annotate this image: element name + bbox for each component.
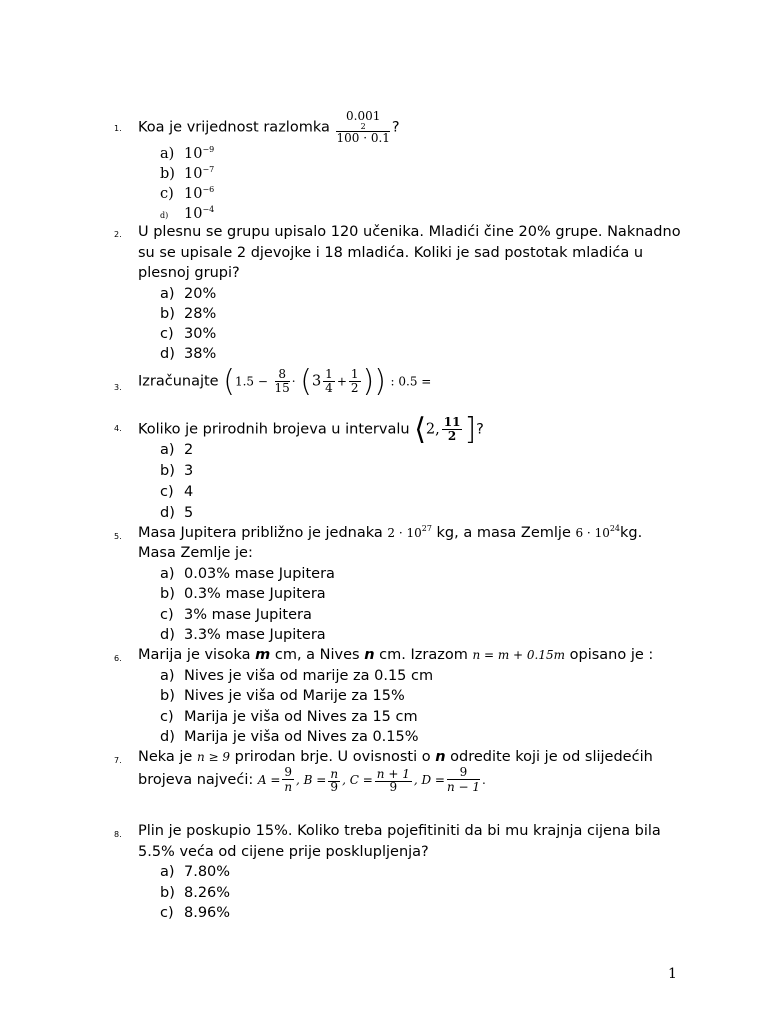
question-text: Koa je vrijednost razlomka 0.001 2 100 · 0.1 ? xyxy=(138,109,400,145)
question-text-line: plesnoj grupi? xyxy=(138,265,240,281)
question-text-line: Masa Jupitera približno je jednaka $2 \cdot 10^{27}$ kg, a masa Zemlje $6 \cdot 10^{24}kg$. xyxy=(138,524,643,541)
question-text-line: Masa Zemlje je: xyxy=(138,545,253,561)
option: a) Nives je viša od marije za 0.15 cm xyxy=(160,668,434,684)
question-text-line: su se upisale 2 djevojke i 18 mladića. Koliki je sad postotak mladića u xyxy=(138,245,644,261)
option: b) Nives je viša od Marije za 15% xyxy=(160,688,405,704)
option: c) 3% mase Jupitera xyxy=(160,607,312,623)
option: b) 28% xyxy=(160,306,217,322)
question-number: 1. xyxy=(114,124,122,133)
option: a) 20% xyxy=(160,286,217,302)
option: b) 8.26% xyxy=(160,885,231,901)
option: b) 0.3% mase Jupitera xyxy=(160,586,326,602)
question-number: 7. xyxy=(114,756,122,765)
option: d) $10^{-4}$ xyxy=(160,205,215,222)
question-number: 6. xyxy=(114,654,122,663)
fraction: 0.001 2 100 · 0.1 xyxy=(336,109,390,145)
option: b) $10^{-7}$ xyxy=(160,165,215,182)
option: d) 38% xyxy=(160,346,217,362)
option: d) 3.3% mase Jupitera xyxy=(160,627,326,643)
option: a) 2 xyxy=(160,442,194,458)
option: c) $10^{-6}$ xyxy=(160,185,215,202)
option: a) 0.03% mase Jupitera xyxy=(160,566,335,582)
option: b) 3 xyxy=(160,463,194,479)
question-text-line: 5.5% veća od cijene prije posklupljenja? xyxy=(138,844,429,860)
question-text-line: Plin je poskupio 15%. Koliko treba pojefitiniti da bi mu krajnja cijena bila xyxy=(138,823,661,839)
question-number: 3. xyxy=(114,383,122,392)
option: c) 8.96% xyxy=(160,905,231,921)
option: a) 7.80% xyxy=(160,864,231,880)
option: c) 4 xyxy=(160,484,194,500)
question-text-line: brojeva najveći: A = $\frac{9}{n}$ , $B = \frac{n}{9}$ , $C = \frac{n + 1}{9}$ , D = $\frac{9}{n - 1}$ . xyxy=(138,765,486,794)
question-text-line: Neka je n ≥ 9 prirodan brje. U ovisnosti o n odredite koji je od slijedećih xyxy=(138,749,653,765)
question-text: Koliko je prirodnih brojeva u intervalu ⟨2, $\frac{11}{2}$ ]? xyxy=(138,412,484,447)
question-text: Izračunajte (1.5 − $\frac{8}{15}$ · (3 $\frac{1}{4}$ + $\frac{1}{2}$ )) : 0.5 = xyxy=(138,364,432,399)
option: d) 5 xyxy=(160,505,194,521)
question-number: 8. xyxy=(114,830,122,839)
option: a) $10^{-9}$ xyxy=(160,145,215,162)
option: c) Marija je viša od Nives za 15 cm xyxy=(160,709,418,725)
question-text-line: U plesnu se grupu upisalo 120 učenika. Mladići čine 20% grupe. Naknadno xyxy=(138,224,681,240)
option: c) 30% xyxy=(160,326,217,342)
question-number: 2. xyxy=(114,230,122,239)
option: d) Marija je viša od Nives za 0.15% xyxy=(160,729,419,745)
page-number: 1 xyxy=(668,966,677,982)
question-number: 5. xyxy=(114,532,122,541)
question-number: 4. xyxy=(114,424,122,433)
question-text: Marija je visoka m cm, a Nives n cm. Izrazom n = m + 0.15m opisano je : xyxy=(138,647,654,663)
